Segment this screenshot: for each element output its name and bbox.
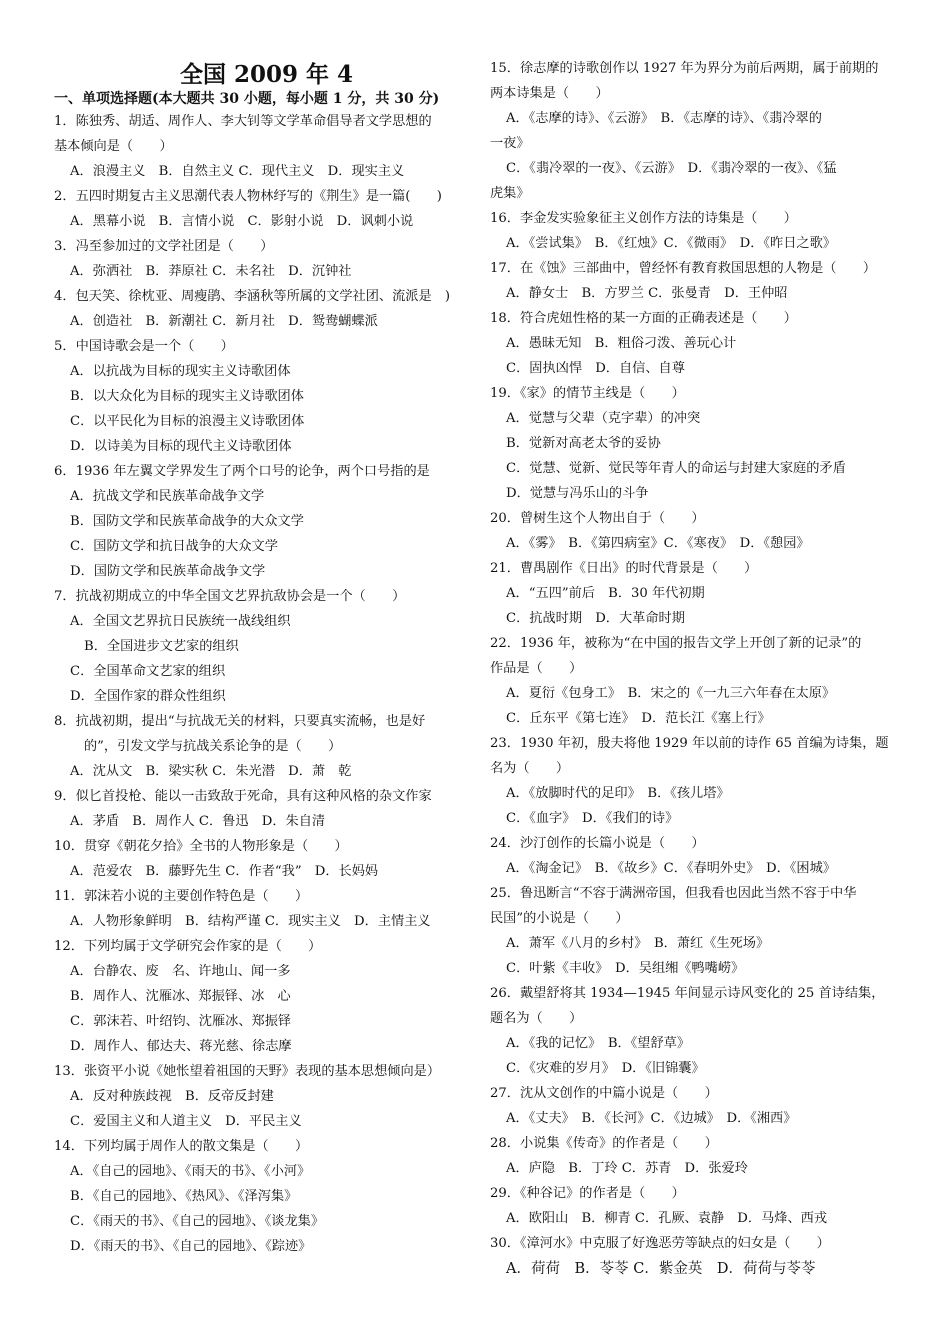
answer-options-line: A．庐隐 B．丁玲 C．苏青 D．张爱玲 — [506, 1161, 748, 1176]
answer-options-line: A．《志摩的诗》、《云游》 B．《志摩的诗》、《翡冷翠的 — [506, 111, 822, 126]
question-text-line: 5．中国诗歌会是一个（ ） — [54, 339, 234, 354]
question-text-line: 的”，引发文学与抗战关系论争的是（ ） — [84, 739, 342, 754]
answer-options-line: A．萧军《八月的乡村》 B．萧红《生死场》 — [506, 936, 770, 951]
answer-options-line: C．固执凶悍 D．自信、自尊 — [506, 361, 685, 376]
question-text-line: 9．似匕首投枪、能以一击致敌于死命，具有这种风格的杂文作家 — [54, 789, 432, 804]
answer-options-line: D．以诗美为目标的现代主义诗歌团体 — [70, 439, 292, 454]
question-text-line: 19．《家》的情节主线是（ ） — [490, 386, 685, 401]
answer-options-line: A．人物形象鲜明 B．结构严谨 C．现实主义 D．主情主义 — [70, 914, 431, 929]
question-text-line: 29．《种谷记》的作者是（ ） — [490, 1186, 685, 1201]
answer-options-line: A．《自己的园地》、《雨天的书》、《小河》 — [70, 1164, 311, 1179]
answer-options-line: D．周作人、郁达夫、蒋光慈、徐志摩 — [70, 1039, 292, 1054]
answer-options-line: C．《灾难的岁月》 D．《旧锦囊》 — [506, 1061, 705, 1076]
answer-options-line: A．《放脚时代的足印》 B．《孩儿塔》 — [506, 786, 730, 801]
question-text-line: 名为（ ） — [490, 761, 570, 776]
question-text-line: 13．张资平小说《她怅望着祖国的天野》表现的基本思想倾向是） — [54, 1064, 441, 1079]
question-text-line: 22．1936 年，被称为“在中国的报告文学上开创了新的记录”的 — [490, 636, 862, 651]
answer-options-line: B．周作人、沈雁冰、郑振铎、冰 心 — [70, 989, 291, 1004]
question-text-line: 6．1936 年左翼文学界发生了两个口号的论争，两个口号指的是 — [54, 464, 430, 479]
question-text-line: 26．戴望舒将其 1934—1945 年间显示诗风变化的 25 首诗结集， — [490, 986, 885, 1001]
answer-options-line: C．丘东平《第七连》 D．范长江《塞上行》 — [506, 711, 771, 726]
answer-options-line: A．范爱农 B．藤野先生 C．作者“我” D．长妈妈 — [70, 864, 379, 879]
question-text-line: 23．1930 年初，殷夫将他 1929 年以前的诗作 65 首编为诗集，题 — [490, 736, 889, 751]
answer-options-line: A．浪漫主义 B．自然主义 C．现代主义 D．现实主义 — [70, 164, 405, 179]
answer-options-line: A．《我的记忆》 B．《望舒草》 — [506, 1036, 691, 1051]
answer-options-line: C．叶紫《丰收》 D．吴组缃《鸭嘴崂》 — [506, 961, 745, 976]
answer-options-line: C．全国革命文艺家的组织 — [70, 664, 226, 679]
answer-options-line: A．觉慧与父辈（克字辈）的冲突 — [506, 411, 701, 426]
answer-options-line: A．夏衍《包身工》 B．宋之的《一九三六年春在太原》 — [506, 686, 836, 701]
question-text-line: 4．包天笑、徐枕亚、周瘦鹃、李涵秋等所属的文学社团、流派是 ) — [54, 289, 450, 304]
answer-options-line: C．觉慧、觉新、觉民等年青人的命运与封建大家庭的矛盾 — [506, 461, 846, 476]
answer-options-line: A．沈从文 B．梁实秋 C．朱光潜 D．萧 乾 — [70, 764, 352, 779]
answer-options-line: C．国防文学和抗日战争的大众文学 — [70, 539, 278, 554]
question-text-line: 27．沈从文创作的中篇小说是（ ） — [490, 1086, 718, 1101]
answer-options-line: A．全国文艺界抗日民族统一战线组织 — [70, 614, 291, 629]
question-text-line: 30．《漳河水》中克服了好逸恶劳等缺点的妇女是（ ） — [490, 1236, 830, 1251]
answer-options-line: A．茅盾 B．周作人 C．鲁迅 D．朱自清 — [70, 814, 326, 829]
answer-options-line: C．郭沫若、叶绍钧、沈雁冰、郑振铎 — [70, 1014, 292, 1029]
question-text-line: 20．曾树生这个人物出自于（ ） — [490, 511, 705, 526]
question-text-line: 14．下列均属于周作人的散文集是（ ） — [54, 1139, 309, 1154]
question-text-line: 2．五四时期复古主义思潮代表人物林纾写的《荆生》是一篇( ) — [54, 189, 442, 204]
answer-options-line: A．《尝试集》 B．《红烛》C．《微雨》 D．《昨日之歌》 — [506, 236, 836, 251]
answer-options-line: C．爱国主义和人道主义 D．平民主义 — [70, 1114, 302, 1129]
answer-options-line: A．《雾》 B．《第四病室》C．《寒夜》 D．《憩园》 — [506, 536, 810, 551]
answer-options-line: A．荷荷 B．苓苓 C．紫金英 D．荷荷与苓苓 — [506, 1261, 816, 1277]
question-text-line: 一夜》 — [490, 136, 530, 151]
question-text-line: 17．在《蚀》三部曲中，曾经怀有教育救国思想的人物是（ ） — [490, 261, 877, 276]
answer-options-line: B．以大众化为目标的现实主义诗歌团体 — [70, 389, 304, 404]
question-text-line: 28．小说集《传奇》的作者是（ ） — [490, 1136, 718, 1151]
question-text-line: 民国”的小说是（ ） — [490, 911, 629, 926]
answer-options-line: A．黑幕小说 B．言情小说 C．影射小说 D．讽刺小说 — [70, 214, 414, 229]
page-title: 全国 2009 年 4 — [180, 61, 354, 88]
question-text-line: 1．陈独秀、胡适、周作人、李大钊等文学革命倡导者文学思想的 — [54, 114, 432, 129]
section-header: 一、单项选择题(本大题共 30 小题，每小题 1 分，共 30 分) — [54, 91, 440, 107]
question-text-line: 16．李金发实验象征主义创作方法的诗集是（ ） — [490, 211, 797, 226]
question-text-line: 基本倾向是（ ） — [54, 139, 173, 154]
answer-options-line: A．愚昧无知 B．粗俗刁泼、善玩心计 — [506, 336, 737, 351]
question-text-line: 12．下列均属于文学研究会作家的是（ ） — [54, 939, 322, 954]
question-text-line: 作品是（ ） — [490, 661, 583, 676]
answer-options-line: B．国防文学和民族革命战争的大众文学 — [70, 514, 304, 529]
question-text-line: 24．沙汀创作的长篇小说是（ ） — [490, 836, 705, 851]
answer-options-line: B．《自己的园地》、《热风》、《泽泻集》 — [70, 1189, 298, 1204]
answer-options-line: D．全国作家的群众性组织 — [70, 689, 226, 704]
question-text-line: 10．贯穿《朝花夕拾》全书的人物形象是（ ） — [54, 839, 348, 854]
answer-options-line: A．“五四”前后 B．30 年代初期 — [506, 586, 705, 601]
answer-options-line: A．以抗战为目标的现实主义诗歌团体 — [70, 364, 291, 379]
question-text-line: 8．抗战初期，提出“与抗战无关的材料，只要真实流畅，也是好 — [54, 714, 426, 729]
question-text-line: 题名为（ ） — [490, 1011, 583, 1026]
question-text-line: 3．冯至参加过的文学社团是（ ） — [54, 239, 274, 254]
question-text-line: 15．徐志摩的诗歌创作以 1927 年为界分为前后两期，属于前期的 — [490, 61, 879, 76]
answer-options-line: A．欧阳山 B．柳青 C．孔厥、袁静 D．马烽、西戎 — [506, 1211, 828, 1226]
answer-options-line: A．《丈夫》 B．《长河》C．《边城》 D．《湘西》 — [506, 1111, 797, 1126]
question-text-line: 11．郭沫若小说的主要创作特色是（ ） — [54, 889, 309, 904]
answer-options-line: A．《淘金记》 B．《故乡》C．《春明外史》 D．《困城》 — [506, 861, 836, 876]
question-text-line: 虎集》 — [490, 186, 530, 201]
answer-options-line: B．觉新对高老太爷的妥协 — [506, 436, 661, 451]
answer-options-line: C．以平民化为目标的浪漫主义诗歌团体 — [70, 414, 305, 429]
answer-options-line: A．创造社 B．新潮社 C．新月社 D．鸳鸯蝴蝶派 — [70, 314, 378, 329]
answer-options-line: C．《翡冷翠的一夜》、《云游》 D．《翡冷翠的一夜》、《猛 — [506, 161, 837, 176]
question-text-line: 7．抗战初期成立的中华全国文艺界抗敌协会是一个（ ） — [54, 589, 406, 604]
answer-options-line: A．台静农、废 名、许地山、闻一多 — [70, 964, 291, 979]
answer-options-line: B．全国进步文艺家的组织 — [84, 639, 239, 654]
answer-options-line: C．《血字》 D．《我们的诗》 — [506, 811, 679, 826]
answer-options-line: D．《雨天的书》、《自己的园地》、《踪迹》 — [70, 1239, 312, 1254]
question-text-line: 25．鲁迅断言“不容于满洲帝国，但我看也因此当然不容于中华 — [490, 886, 857, 901]
question-text-line: 21．曹禺剧作《日出》的时代背景是（ ） — [490, 561, 758, 576]
answer-options-line: A．反对种族歧视 B．反帝反封建 — [70, 1089, 274, 1104]
answer-options-line: A．弥洒社 B．莽原社 C．未名社 D．沉钟社 — [70, 264, 352, 279]
answer-options-line: C．《雨天的书》、《自己的园地》、《谈龙集》 — [70, 1214, 325, 1229]
answer-options-line: A．静女士 B．方罗兰 C．张曼青 D．王仲昭 — [506, 286, 788, 301]
answer-options-line: A．抗战文学和民族革命战争文学 — [70, 489, 265, 504]
question-text-line: 两本诗集是（ ） — [490, 86, 609, 101]
answer-options-line: D．国防文学和民族革命战争文学 — [70, 564, 266, 579]
answer-options-line: D．觉慧与冯乐山的斗争 — [506, 486, 649, 501]
answer-options-line: C．抗战时期 D．大革命时期 — [506, 611, 685, 626]
question-text-line: 18．符合虎妞性格的某一方面的正确表述是（ ） — [490, 311, 797, 326]
